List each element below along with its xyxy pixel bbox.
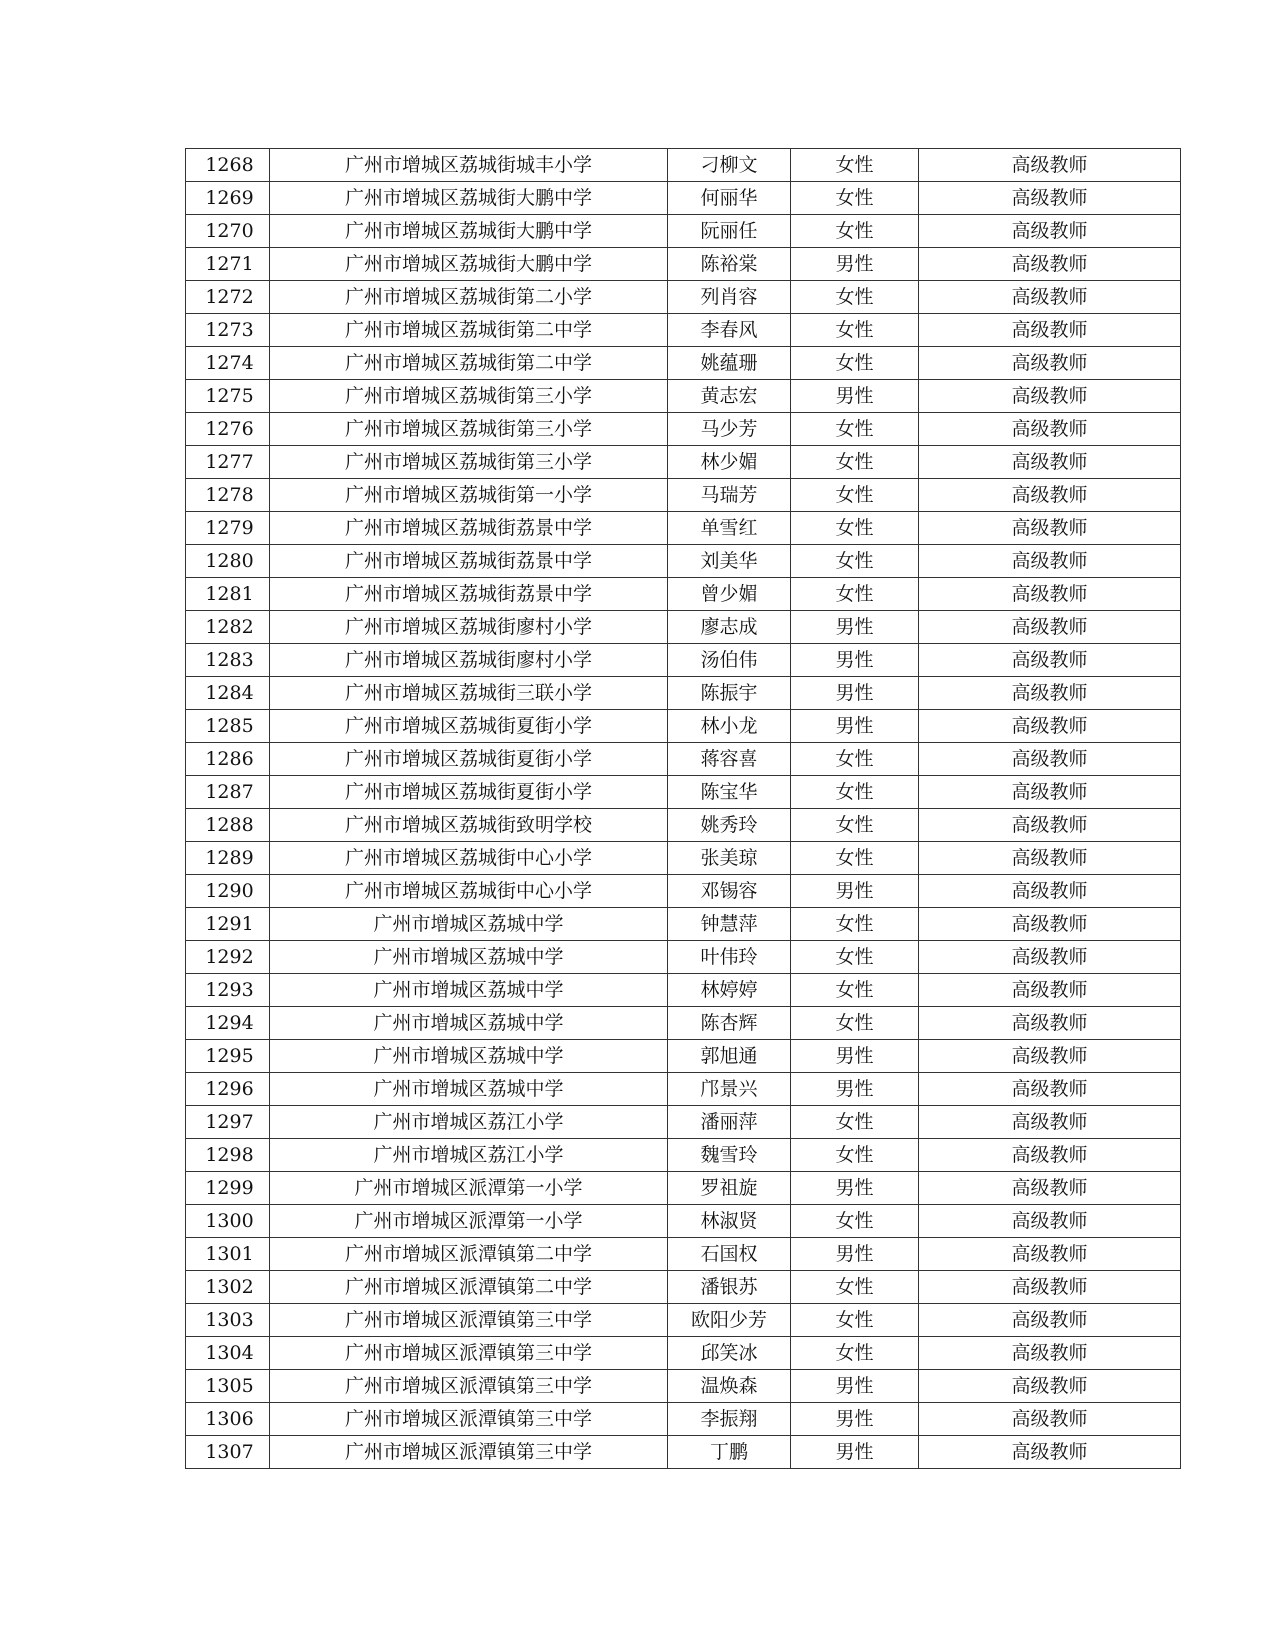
teacher-name-cell: 林淑贤 — [668, 1205, 791, 1238]
teacher-name-cell: 马少芳 — [668, 413, 791, 446]
row-number-cell: 1268 — [186, 149, 270, 182]
gender-cell: 女性 — [791, 1007, 919, 1040]
teacher-name-cell: 刁柳文 — [668, 149, 791, 182]
school-name-cell: 广州市增城区荔城街大鹏中学 — [270, 182, 668, 215]
gender-cell: 女性 — [791, 1205, 919, 1238]
professional-title-cell: 高级教师 — [919, 1370, 1181, 1403]
table-row — [186, 710, 1181, 743]
row-number-cell: 1304 — [186, 1337, 270, 1370]
teacher-name-cell: 罗祖旋 — [668, 1172, 791, 1205]
teacher-name-cell: 邱笑冰 — [668, 1337, 791, 1370]
gender-cell: 女性 — [791, 413, 919, 446]
row-number-cell: 1290 — [186, 875, 270, 908]
gender-cell: 男性 — [791, 677, 919, 710]
teacher-name-cell: 潘银苏 — [668, 1271, 791, 1304]
school-name-cell: 广州市增城区荔城街夏街小学 — [270, 776, 668, 809]
table-row — [186, 1073, 1181, 1106]
table-row — [186, 182, 1181, 215]
teacher-name-cell: 李春风 — [668, 314, 791, 347]
school-name-cell: 广州市增城区荔城街三联小学 — [270, 677, 668, 710]
table-row — [186, 776, 1181, 809]
gender-cell: 男性 — [791, 875, 919, 908]
gender-cell: 女性 — [791, 512, 919, 545]
gender-cell: 女性 — [791, 281, 919, 314]
table-row — [186, 347, 1181, 380]
row-number-cell: 1293 — [186, 974, 270, 1007]
gender-cell: 女性 — [791, 314, 919, 347]
school-name-cell: 广州市增城区派潭镇第三中学 — [270, 1304, 668, 1337]
row-number-cell: 1288 — [186, 809, 270, 842]
professional-title-cell: 高级教师 — [919, 776, 1181, 809]
row-number-cell: 1287 — [186, 776, 270, 809]
row-number-cell: 1281 — [186, 578, 270, 611]
school-name-cell: 广州市增城区派潭镇第二中学 — [270, 1238, 668, 1271]
teacher-name-cell: 叶伟玲 — [668, 941, 791, 974]
table-row — [186, 215, 1181, 248]
school-name-cell: 广州市增城区荔城街荔景中学 — [270, 512, 668, 545]
teacher-name-cell: 何丽华 — [668, 182, 791, 215]
row-number-cell: 1297 — [186, 1106, 270, 1139]
table-row — [186, 611, 1181, 644]
professional-title-cell: 高级教师 — [919, 677, 1181, 710]
professional-title-cell: 高级教师 — [919, 215, 1181, 248]
school-name-cell: 广州市增城区荔城街第二中学 — [270, 314, 668, 347]
gender-cell: 女性 — [791, 1304, 919, 1337]
professional-title-cell: 高级教师 — [919, 611, 1181, 644]
gender-cell: 男性 — [791, 380, 919, 413]
table-row — [186, 380, 1181, 413]
row-number-cell: 1282 — [186, 611, 270, 644]
row-number-cell: 1275 — [186, 380, 270, 413]
school-name-cell: 广州市增城区派潭第一小学 — [270, 1205, 668, 1238]
professional-title-cell: 高级教师 — [919, 842, 1181, 875]
school-name-cell: 广州市增城区荔城中学 — [270, 941, 668, 974]
table-row — [186, 842, 1181, 875]
gender-cell: 女性 — [791, 479, 919, 512]
teacher-name-cell: 姚蕴珊 — [668, 347, 791, 380]
teacher-name-cell: 魏雪玲 — [668, 1139, 791, 1172]
teacher-name-cell: 马瑞芳 — [668, 479, 791, 512]
professional-title-cell: 高级教师 — [919, 1139, 1181, 1172]
teacher-name-cell: 单雪红 — [668, 512, 791, 545]
gender-cell: 女性 — [791, 809, 919, 842]
school-name-cell: 广州市增城区荔城街致明学校 — [270, 809, 668, 842]
gender-cell: 女性 — [791, 446, 919, 479]
school-name-cell: 广州市增城区荔城街荔景中学 — [270, 578, 668, 611]
table-row — [186, 1172, 1181, 1205]
row-number-cell: 1299 — [186, 1172, 270, 1205]
teacher-name-cell: 温焕森 — [668, 1370, 791, 1403]
row-number-cell: 1298 — [186, 1139, 270, 1172]
table-row — [186, 1238, 1181, 1271]
teacher-name-cell: 邓锡容 — [668, 875, 791, 908]
teacher-name-cell: 曾少媚 — [668, 578, 791, 611]
professional-title-cell: 高级教师 — [919, 149, 1181, 182]
school-name-cell: 广州市增城区派潭镇第三中学 — [270, 1370, 668, 1403]
row-number-cell: 1303 — [186, 1304, 270, 1337]
row-number-cell: 1289 — [186, 842, 270, 875]
professional-title-cell: 高级教师 — [919, 248, 1181, 281]
teacher-name-cell: 阮丽任 — [668, 215, 791, 248]
professional-title-cell: 高级教师 — [919, 1403, 1181, 1436]
table-row — [186, 1436, 1181, 1469]
table-row — [186, 1139, 1181, 1172]
professional-title-cell: 高级教师 — [919, 1304, 1181, 1337]
table-row — [186, 941, 1181, 974]
professional-title-cell: 高级教师 — [919, 380, 1181, 413]
gender-cell: 女性 — [791, 545, 919, 578]
table-row — [186, 578, 1181, 611]
teacher-name-cell: 林婷婷 — [668, 974, 791, 1007]
professional-title-cell: 高级教师 — [919, 1073, 1181, 1106]
school-name-cell: 广州市增城区派潭第一小学 — [270, 1172, 668, 1205]
school-name-cell: 广州市增城区派潭镇第二中学 — [270, 1271, 668, 1304]
teacher-name-cell: 欧阳少芳 — [668, 1304, 791, 1337]
teacher-name-cell: 姚秀玲 — [668, 809, 791, 842]
table-row — [186, 149, 1181, 182]
professional-title-cell: 高级教师 — [919, 1337, 1181, 1370]
teacher-name-cell: 林小龙 — [668, 710, 791, 743]
school-name-cell: 广州市增城区派潭镇第三中学 — [270, 1403, 668, 1436]
gender-cell: 男性 — [791, 611, 919, 644]
row-number-cell: 1276 — [186, 413, 270, 446]
gender-cell: 男性 — [791, 1172, 919, 1205]
teacher-name-cell: 张美琼 — [668, 842, 791, 875]
row-number-cell: 1305 — [186, 1370, 270, 1403]
gender-cell: 女性 — [791, 842, 919, 875]
teacher-name-cell: 钟慧萍 — [668, 908, 791, 941]
school-name-cell: 广州市增城区荔城街廖村小学 — [270, 644, 668, 677]
table-row — [186, 248, 1181, 281]
roster-body — [186, 149, 1181, 1469]
school-name-cell: 广州市增城区荔城街夏街小学 — [270, 710, 668, 743]
table-row — [186, 281, 1181, 314]
table-row — [186, 908, 1181, 941]
teacher-name-cell: 廖志成 — [668, 611, 791, 644]
school-name-cell: 广州市增城区荔城街大鹏中学 — [270, 248, 668, 281]
professional-title-cell: 高级教师 — [919, 1172, 1181, 1205]
table-row — [186, 314, 1181, 347]
gender-cell: 男性 — [791, 644, 919, 677]
professional-title-cell: 高级教师 — [919, 1238, 1181, 1271]
gender-cell: 女性 — [791, 941, 919, 974]
table-row — [186, 1304, 1181, 1337]
school-name-cell: 广州市增城区荔城街第三小学 — [270, 446, 668, 479]
professional-title-cell: 高级教师 — [919, 1271, 1181, 1304]
row-number-cell: 1296 — [186, 1073, 270, 1106]
school-name-cell: 广州市增城区荔城街第三小学 — [270, 380, 668, 413]
row-number-cell: 1269 — [186, 182, 270, 215]
gender-cell: 女性 — [791, 578, 919, 611]
row-number-cell: 1291 — [186, 908, 270, 941]
professional-title-cell: 高级教师 — [919, 710, 1181, 743]
school-name-cell: 广州市增城区荔城街大鹏中学 — [270, 215, 668, 248]
professional-title-cell: 高级教师 — [919, 545, 1181, 578]
row-number-cell: 1301 — [186, 1238, 270, 1271]
school-name-cell: 广州市增城区荔城街中心小学 — [270, 842, 668, 875]
table-row — [186, 1040, 1181, 1073]
gender-cell: 女性 — [791, 215, 919, 248]
table-row — [186, 743, 1181, 776]
school-name-cell: 广州市增城区荔城中学 — [270, 908, 668, 941]
table-row — [186, 545, 1181, 578]
gender-cell: 女性 — [791, 1337, 919, 1370]
table-row — [186, 677, 1181, 710]
gender-cell: 女性 — [791, 743, 919, 776]
professional-title-cell: 高级教师 — [919, 347, 1181, 380]
gender-cell: 女性 — [791, 347, 919, 380]
table-row — [186, 1271, 1181, 1304]
professional-title-cell: 高级教师 — [919, 479, 1181, 512]
row-number-cell: 1284 — [186, 677, 270, 710]
professional-title-cell: 高级教师 — [919, 314, 1181, 347]
table-row — [186, 1007, 1181, 1040]
table-row — [186, 1106, 1181, 1139]
teacher-name-cell: 丁鹏 — [668, 1436, 791, 1469]
table-row — [186, 1403, 1181, 1436]
gender-cell: 男性 — [791, 710, 919, 743]
school-name-cell: 广州市增城区派潭镇第三中学 — [270, 1337, 668, 1370]
table-row — [186, 446, 1181, 479]
row-number-cell: 1300 — [186, 1205, 270, 1238]
school-name-cell: 广州市增城区荔江小学 — [270, 1139, 668, 1172]
table-row — [186, 809, 1181, 842]
gender-cell: 男性 — [791, 1403, 919, 1436]
gender-cell: 女性 — [791, 908, 919, 941]
professional-title-cell: 高级教师 — [919, 446, 1181, 479]
gender-cell: 女性 — [791, 974, 919, 1007]
row-number-cell: 1292 — [186, 941, 270, 974]
teacher-name-cell: 郭旭通 — [668, 1040, 791, 1073]
school-name-cell: 广州市增城区荔城街第一小学 — [270, 479, 668, 512]
teacher-name-cell: 黄志宏 — [668, 380, 791, 413]
teacher-name-cell: 石国权 — [668, 1238, 791, 1271]
row-number-cell: 1285 — [186, 710, 270, 743]
professional-title-cell: 高级教师 — [919, 578, 1181, 611]
school-name-cell: 广州市增城区荔江小学 — [270, 1106, 668, 1139]
school-name-cell: 广州市增城区荔城中学 — [270, 1073, 668, 1106]
gender-cell: 男性 — [791, 1073, 919, 1106]
teacher-roster-table — [185, 148, 1181, 1469]
school-name-cell: 广州市增城区派潭镇第三中学 — [270, 1436, 668, 1469]
table-row — [186, 1337, 1181, 1370]
gender-cell: 女性 — [791, 776, 919, 809]
row-number-cell: 1302 — [186, 1271, 270, 1304]
professional-title-cell: 高级教师 — [919, 974, 1181, 1007]
row-number-cell: 1278 — [186, 479, 270, 512]
professional-title-cell: 高级教师 — [919, 875, 1181, 908]
professional-title-cell: 高级教师 — [919, 1436, 1181, 1469]
gender-cell: 男性 — [791, 1370, 919, 1403]
row-number-cell: 1307 — [186, 1436, 270, 1469]
table-row — [186, 512, 1181, 545]
gender-cell: 男性 — [791, 1436, 919, 1469]
row-number-cell: 1295 — [186, 1040, 270, 1073]
teacher-name-cell: 邝景兴 — [668, 1073, 791, 1106]
table-row — [186, 479, 1181, 512]
teacher-name-cell: 林少媚 — [668, 446, 791, 479]
professional-title-cell: 高级教师 — [919, 182, 1181, 215]
row-number-cell: 1280 — [186, 545, 270, 578]
school-name-cell: 广州市增城区荔城街第二小学 — [270, 281, 668, 314]
teacher-name-cell: 列肖容 — [668, 281, 791, 314]
teacher-name-cell: 刘美华 — [668, 545, 791, 578]
teacher-name-cell: 蒋容喜 — [668, 743, 791, 776]
teacher-name-cell: 陈杏辉 — [668, 1007, 791, 1040]
school-name-cell: 广州市增城区荔城街中心小学 — [270, 875, 668, 908]
professional-title-cell: 高级教师 — [919, 1007, 1181, 1040]
row-number-cell: 1274 — [186, 347, 270, 380]
gender-cell: 男性 — [791, 1238, 919, 1271]
table-row — [186, 644, 1181, 677]
table-row — [186, 1370, 1181, 1403]
row-number-cell: 1273 — [186, 314, 270, 347]
row-number-cell: 1277 — [186, 446, 270, 479]
professional-title-cell: 高级教师 — [919, 743, 1181, 776]
professional-title-cell: 高级教师 — [919, 1205, 1181, 1238]
row-number-cell: 1279 — [186, 512, 270, 545]
row-number-cell: 1306 — [186, 1403, 270, 1436]
professional-title-cell: 高级教师 — [919, 1040, 1181, 1073]
table-row — [186, 413, 1181, 446]
table-row — [186, 875, 1181, 908]
school-name-cell: 广州市增城区荔城街第三小学 — [270, 413, 668, 446]
teacher-name-cell: 汤伯伟 — [668, 644, 791, 677]
teacher-name-cell: 陈宝华 — [668, 776, 791, 809]
professional-title-cell: 高级教师 — [919, 809, 1181, 842]
gender-cell: 女性 — [791, 1271, 919, 1304]
gender-cell: 女性 — [791, 149, 919, 182]
gender-cell: 男性 — [791, 248, 919, 281]
school-name-cell: 广州市增城区荔城街夏街小学 — [270, 743, 668, 776]
professional-title-cell: 高级教师 — [919, 908, 1181, 941]
row-number-cell: 1294 — [186, 1007, 270, 1040]
table-row — [186, 974, 1181, 1007]
teacher-name-cell: 陈裕棠 — [668, 248, 791, 281]
gender-cell: 女性 — [791, 1139, 919, 1172]
row-number-cell: 1270 — [186, 215, 270, 248]
professional-title-cell: 高级教师 — [919, 413, 1181, 446]
teacher-name-cell: 潘丽萍 — [668, 1106, 791, 1139]
school-name-cell: 广州市增城区荔城街城丰小学 — [270, 149, 668, 182]
professional-title-cell: 高级教师 — [919, 1106, 1181, 1139]
professional-title-cell: 高级教师 — [919, 644, 1181, 677]
professional-title-cell: 高级教师 — [919, 941, 1181, 974]
row-number-cell: 1283 — [186, 644, 270, 677]
professional-title-cell: 高级教师 — [919, 281, 1181, 314]
teacher-name-cell: 陈振宇 — [668, 677, 791, 710]
row-number-cell: 1271 — [186, 248, 270, 281]
gender-cell: 男性 — [791, 1040, 919, 1073]
school-name-cell: 广州市增城区荔城中学 — [270, 1040, 668, 1073]
school-name-cell: 广州市增城区荔城街廖村小学 — [270, 611, 668, 644]
school-name-cell: 广州市增城区荔城街第二中学 — [270, 347, 668, 380]
professional-title-cell: 高级教师 — [919, 512, 1181, 545]
school-name-cell: 广州市增城区荔城中学 — [270, 974, 668, 1007]
school-name-cell: 广州市增城区荔城街荔景中学 — [270, 545, 668, 578]
gender-cell: 女性 — [791, 182, 919, 215]
table-row — [186, 1205, 1181, 1238]
gender-cell: 女性 — [791, 1106, 919, 1139]
row-number-cell: 1286 — [186, 743, 270, 776]
teacher-name-cell: 李振翔 — [668, 1403, 791, 1436]
school-name-cell: 广州市增城区荔城中学 — [270, 1007, 668, 1040]
row-number-cell: 1272 — [186, 281, 270, 314]
